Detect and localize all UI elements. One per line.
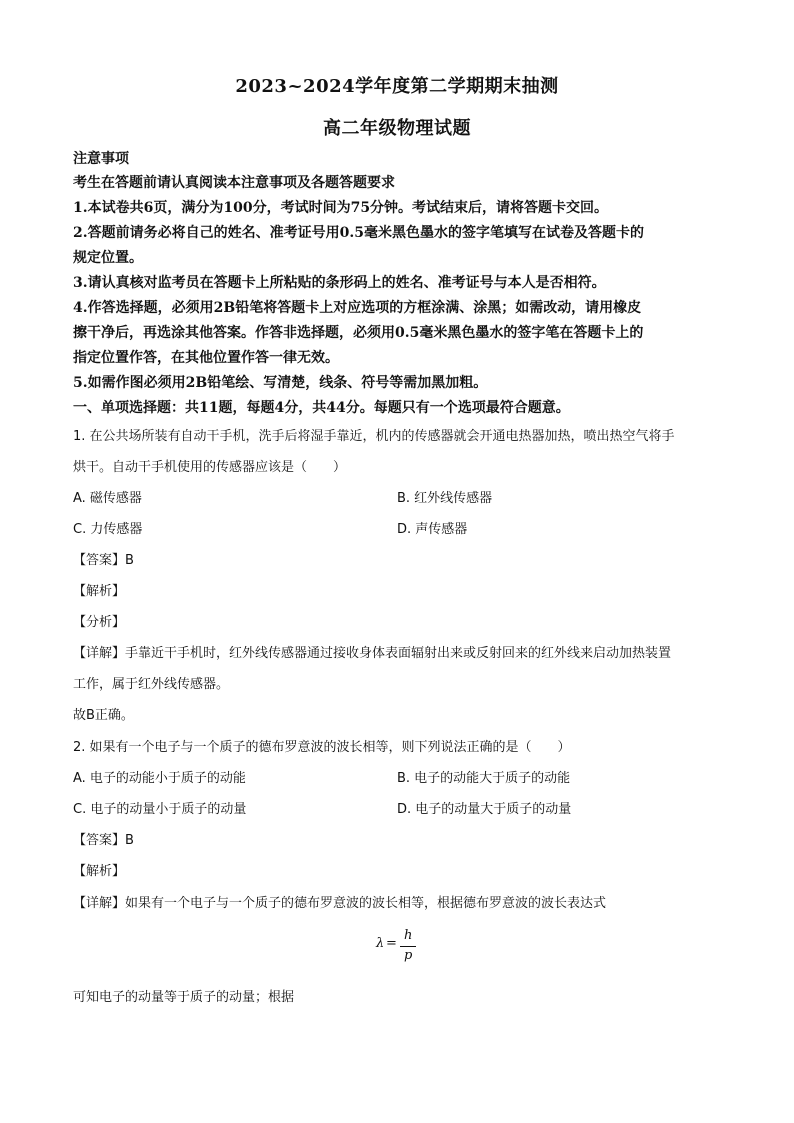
q2-option-a: A. 电子的动能小于质子的动能 — [73, 771, 246, 786]
q1-fenxi-label: 【分析】 — [73, 615, 126, 630]
q1-analysis-label: 【解析】 — [73, 584, 126, 599]
exam-subtitle: 高二年级物理试题 — [323, 118, 471, 139]
q1-option-b: B. 红外线传感器 — [397, 491, 493, 506]
q2-option-b: B. 电子的动能大于质子的动能 — [397, 771, 571, 786]
notes-intro: 考生在答题前请认真阅读本注意事项及各题答题要求 — [73, 175, 395, 191]
formula-denominator: p — [404, 948, 413, 963]
q1-detail: 【详解】手靠近干手机时，红外线传感器通过接收身体表面辐射出来或反射回来的红外线来启动加热装置 — [73, 646, 672, 661]
question-1-stem-cont: 烘干。自动干手机使用的传感器应该是（ ） — [73, 460, 347, 475]
q1-answer: 【答案】B — [73, 553, 134, 568]
q2-option-c: C. 电子的动量小于质子的动量 — [73, 802, 247, 817]
fraction-bar — [400, 946, 416, 947]
q2-answer: 【答案】B — [73, 833, 134, 848]
formula-equals: = — [386, 936, 397, 951]
formula-lambda: λ — [376, 936, 385, 951]
note-item: 1.本试卷共6页，满分为100分，考试时间为75分钟。考试结束后，请将答题卡交回。 — [73, 200, 609, 216]
q2-analysis-label: 【解析】 — [73, 864, 126, 879]
notes-heading: 注意事项 — [73, 151, 129, 167]
q2-after-formula: 可知电子的动量等于质子的动量；根据 — [73, 990, 295, 1005]
q1-option-a: A. 磁传感器 — [73, 491, 142, 506]
q1-option-c: C. 力传感器 — [73, 522, 143, 537]
section-heading: 一、单项选择题：共11题，每题4分，共44分。每题只有一个选项最符合题意。 — [73, 400, 570, 416]
note-item: 擦干净后，再选涂其他答案。作答非选择题，必须用0.5毫米黑色墨水的签字笔在答题卡上的 — [73, 325, 644, 341]
de-broglie-formula — [376, 928, 426, 968]
note-item: 3.请认真核对监考员在答题卡上所粘贴的条形码上的姓名、准考证号与本人是否相符。 — [73, 275, 606, 291]
q2-detail: 【详解】如果有一个电子与一个质子的德布罗意波的波长相等，根据德布罗意波的波长表达式 — [73, 896, 607, 911]
question-1-stem: 1. 在公共场所装有自动干手机，洗手后将湿手靠近，机内的传感器就会开通电热器加热，喷出热空气将手 — [73, 429, 675, 444]
note-item: 5.如需作图必须用2B铅笔绘、写清楚，线条、符号等需加黑加粗。 — [73, 375, 488, 391]
note-item: 指定位置作答，在其他位置作答一律无效。 — [73, 350, 339, 366]
note-item: 规定位置。 — [73, 250, 143, 266]
q1-detail-cont: 工作，属于红外线传感器。 — [73, 677, 230, 692]
exam-title: 2023~2024学年度第二学期期末抽测 — [235, 76, 559, 97]
q1-option-d: D. 声传感器 — [397, 522, 468, 537]
q1-conclusion: 故B正确。 — [73, 708, 134, 723]
note-item: 2.答题前请务必将自己的姓名、准考证号用0.5毫米黑色墨水的签字笔填写在试卷及答题卡的 — [73, 225, 644, 241]
question-2-stem: 2. 如果有一个电子与一个质子的德布罗意波的波长相等，则下列说法正确的是（ ） — [73, 740, 571, 755]
q2-option-d: D. 电子的动量大于质子的动量 — [397, 802, 572, 817]
formula-numerator: h — [404, 928, 413, 943]
note-item: 4.作答选择题，必须用2B铅笔将答题卡上对应选项的方框涂满、涂黑；如需改动，请用橡皮 — [73, 300, 642, 316]
